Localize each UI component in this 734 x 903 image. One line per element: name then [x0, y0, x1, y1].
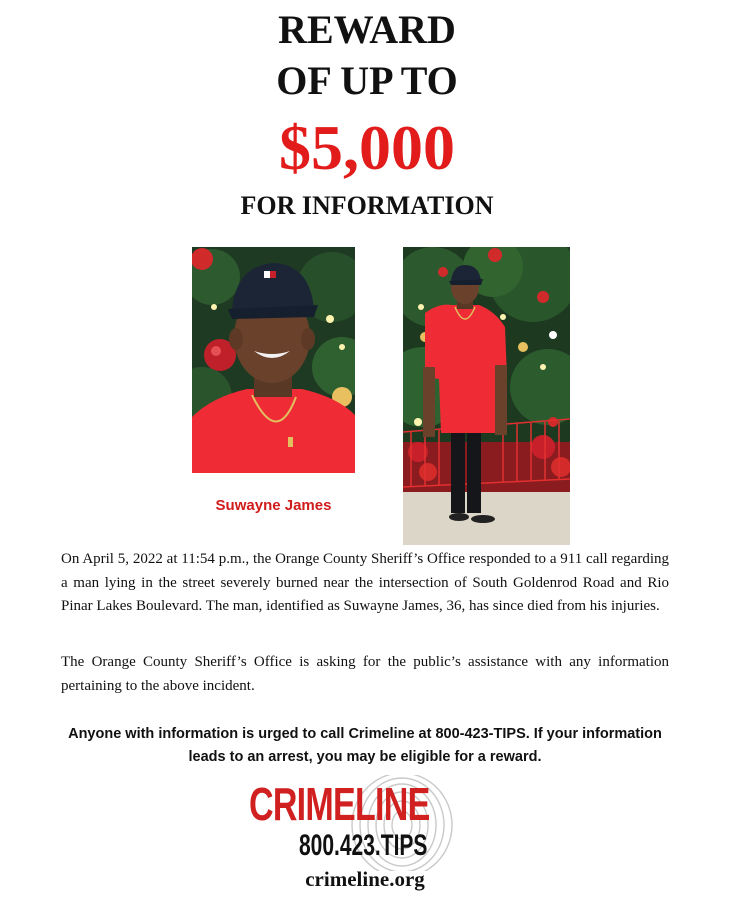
headline-of-up-to: OF UP TO: [276, 58, 458, 103]
reward-amount: $5,000: [279, 112, 455, 183]
headline-reward: REWARD: [278, 7, 456, 52]
victim-full-body-photo: [403, 247, 570, 545]
crimeline-logo: [245, 775, 485, 895]
victim-portrait-photo: [192, 247, 355, 473]
crimeline-website[interactable]: crimeline.org: [305, 867, 425, 891]
victim-name: Suwayne James: [215, 497, 332, 514]
call-to-action: Anyone with information is urged to call Crimeline at 800-423-TIPS. If your information leads to an arrest, you may be eligible for a reward.: [68, 726, 662, 765]
crimeline-wordmark: CRIMELINE: [249, 778, 430, 830]
incident-description: On April 5, 2022 at 11:54 p.m., the Orange County Sheriff’s Office responded to a 911 call regarding a man lying in the street severely burned near the intersection of South Goldenrod Road and Rio Pinar Lakes Boulevard. The man, identified as Suwayne James, 36, has since died from his injuries.: [61, 551, 669, 614]
headline-for-information: FOR INFORMATION: [240, 191, 494, 220]
public-assistance-request: The Orange County Sheriff’s Office is asking for the public’s assistance with any information pertaining to the above incident.: [61, 654, 669, 694]
crimeline-phone: 800.423.TIPS: [299, 829, 428, 862]
